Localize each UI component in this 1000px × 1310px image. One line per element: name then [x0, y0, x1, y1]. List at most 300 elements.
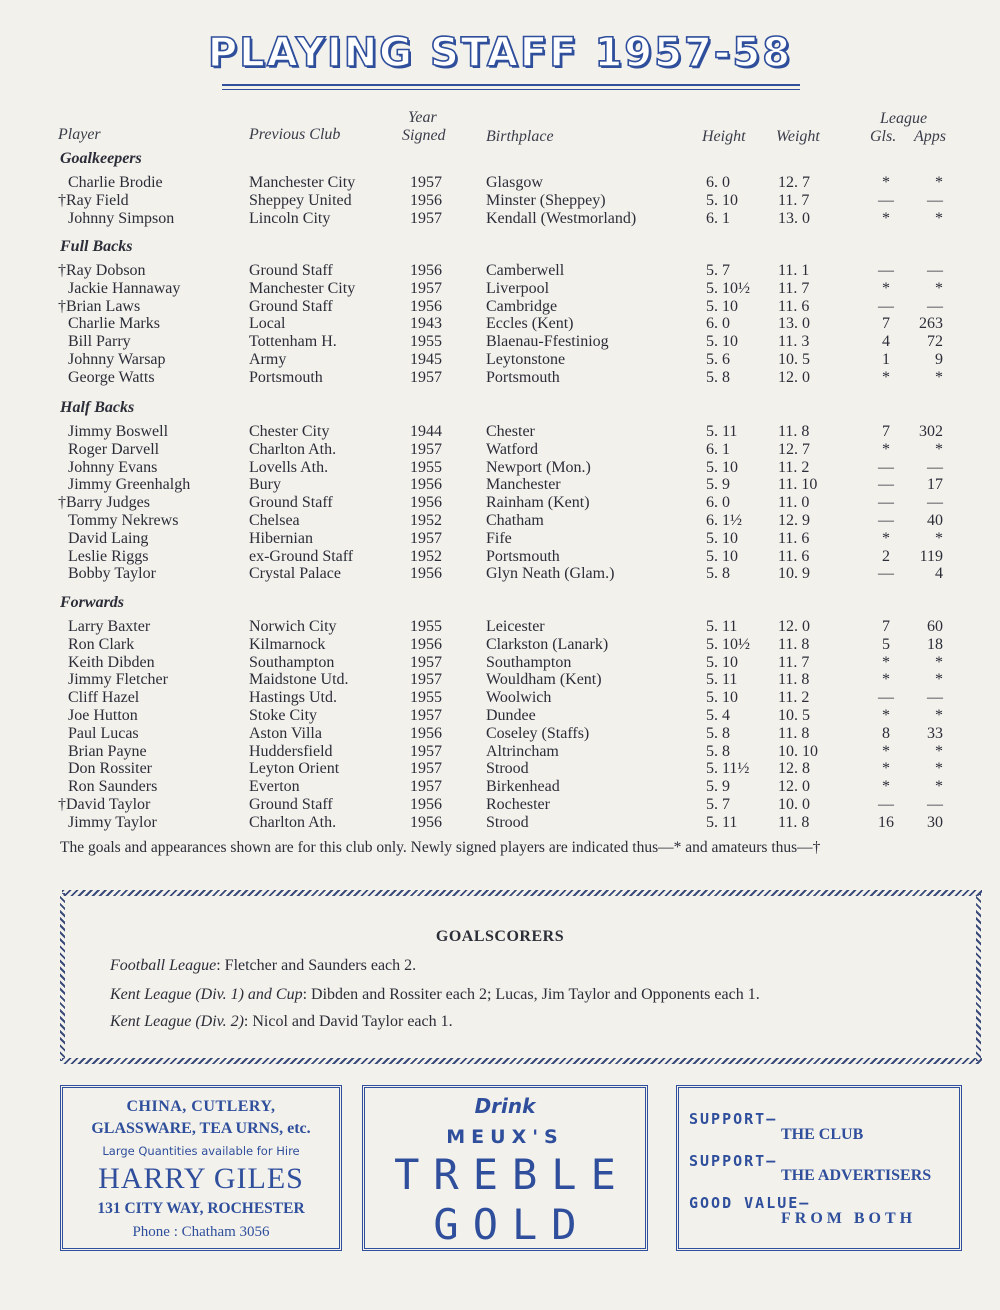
- year-signed: 1956: [410, 262, 442, 279]
- ad-giles-name: HARRY GILES: [98, 1162, 304, 1195]
- player-name: †Ray Dobson: [58, 262, 146, 279]
- previous-club: Hastings Utd.: [249, 689, 337, 707]
- section-heading: Forwards: [60, 594, 125, 611]
- height: 5. 9: [706, 476, 730, 494]
- player-name: Jimmy Greenhalgh: [68, 476, 191, 494]
- header-weight: Weight: [776, 128, 820, 145]
- birthplace: Leytonstone: [486, 351, 566, 368]
- year-signed: 1956: [410, 191, 442, 209]
- previous-club: Ground Staff: [249, 297, 333, 315]
- league-goals: 5: [882, 635, 890, 653]
- previous-club: Norwich City: [249, 618, 337, 635]
- ad-meux-brand: MEUX'S: [446, 1126, 564, 1148]
- height: 5. 8: [706, 368, 730, 386]
- height: 6. 1: [706, 440, 730, 458]
- birthplace: Dundee: [486, 707, 536, 724]
- previous-club: Ground Staff: [249, 796, 333, 813]
- league-goals: —: [878, 512, 894, 529]
- weight: 13. 0: [778, 315, 810, 333]
- year-signed: 1956: [410, 297, 442, 315]
- goalscorers-line: [110, 1013, 453, 1031]
- year-signed: 1957: [410, 653, 442, 671]
- ad-giles-line2: GLASSWARE, TEA URNS, etc.: [91, 1120, 311, 1137]
- league-goals: *: [882, 742, 890, 760]
- weight: 10. 0: [778, 796, 810, 813]
- league-apps: 263: [919, 315, 943, 333]
- previous-club: Leyton Orient: [249, 760, 340, 778]
- player-name: Paul Lucas: [68, 724, 139, 742]
- weight: 11. 1: [778, 262, 810, 279]
- year-signed: 1955: [410, 689, 442, 707]
- player-name: †Barry Judges: [58, 494, 150, 512]
- goalscorers-text: : Dibden and Rossiter each 2; Lucas, Jim Taylor and Opponents each 1.: [302, 986, 760, 1003]
- previous-club: Army: [249, 351, 287, 368]
- table-row: [0, 565, 1000, 583]
- border-right: [976, 893, 981, 1061]
- previous-club: Ground Staff: [249, 262, 333, 279]
- year-signed: 1956: [410, 476, 442, 494]
- league-apps: —: [927, 297, 943, 315]
- player-name: Charlie Brodie: [68, 174, 163, 191]
- league-apps: 9: [935, 351, 943, 368]
- previous-club: Huddersfield: [249, 742, 333, 760]
- player-name: Leslie Riggs: [68, 547, 149, 565]
- table-row: [0, 778, 1000, 796]
- player-name: Charlie Marks: [68, 315, 160, 333]
- year-signed: 1943: [410, 315, 442, 333]
- weight: 12. 0: [778, 368, 810, 386]
- weight: 11. 2: [778, 458, 810, 476]
- year-signed: 1956: [410, 635, 442, 653]
- height: 5. 8: [706, 565, 730, 583]
- league-goals: —: [878, 565, 894, 583]
- birthplace: Newport (Mon.): [486, 458, 591, 476]
- height: 5. 8: [706, 742, 730, 760]
- league-apps: 60: [927, 618, 943, 635]
- league-goals: —: [878, 796, 894, 813]
- player-name: Jimmy Fletcher: [68, 671, 168, 689]
- league-goals: —: [878, 689, 894, 707]
- year-signed: 1956: [410, 494, 442, 512]
- previous-club: Maidstone Utd.: [249, 671, 349, 689]
- league-apps: —: [927, 494, 943, 512]
- league-goals: 4: [882, 333, 890, 351]
- height: 6. 1: [706, 209, 730, 227]
- weight: 10. 5: [778, 351, 810, 368]
- league-apps: 18: [927, 635, 943, 653]
- birthplace: Birkenhead: [486, 778, 560, 796]
- weight: 12. 9: [778, 512, 810, 529]
- birthplace: Glyn Neath (Glam.): [486, 565, 615, 583]
- league-apps: *: [935, 279, 943, 297]
- goalscorers-line: [110, 986, 760, 1004]
- league-apps: 302: [919, 423, 943, 440]
- birthplace: Kendall (Westmorland): [486, 209, 637, 227]
- section-heading: Goalkeepers: [60, 150, 142, 167]
- league-apps: *: [935, 174, 943, 191]
- player-name: Johnny Evans: [68, 458, 158, 476]
- weight: 10. 9: [778, 565, 810, 583]
- player-name: Bill Parry: [68, 333, 131, 351]
- player-name: †Ray Field: [58, 191, 129, 209]
- league-goals: *: [882, 671, 890, 689]
- birthplace: Portsmouth: [486, 547, 560, 565]
- league-apps: —: [927, 191, 943, 209]
- player-name: Cliff Hazel: [68, 689, 140, 707]
- height: 6. 0: [706, 315, 730, 333]
- league-goals: *: [882, 279, 890, 297]
- weight: 11. 8: [778, 724, 810, 742]
- birthplace: Rainham (Kent): [486, 494, 590, 512]
- table-row: [0, 174, 1000, 192]
- birthplace: Clarkston (Lanark): [486, 635, 609, 653]
- weight: 11. 8: [778, 423, 810, 440]
- league-apps: *: [935, 760, 943, 778]
- height: 5. 10: [706, 458, 738, 476]
- table-row: [0, 760, 1000, 778]
- table-row: [0, 689, 1000, 707]
- previous-club: Bury: [249, 476, 281, 494]
- previous-club: Stoke City: [249, 707, 318, 724]
- height: 5. 7: [706, 262, 730, 279]
- height: 6. 1½: [706, 512, 742, 529]
- table-row: [0, 298, 1000, 316]
- player-name: Larry Baxter: [68, 618, 151, 635]
- league-apps: —: [927, 262, 943, 279]
- year-signed: 1955: [410, 618, 442, 635]
- previous-club: Portsmouth: [249, 368, 323, 386]
- birthplace: Rochester: [486, 796, 550, 813]
- ad-harry-giles: [60, 1085, 342, 1251]
- table-row: [0, 814, 1000, 832]
- height: 5. 10½: [706, 635, 750, 653]
- year-signed: 1957: [410, 671, 442, 689]
- weight: 11. 8: [778, 635, 810, 653]
- goalscorers-label: Kent League (Div. 1) and Cup: [110, 986, 303, 1003]
- table-row: [0, 280, 1000, 298]
- league-goals: *: [882, 760, 890, 778]
- league-apps: 4: [935, 565, 943, 583]
- previous-club: Aston Villa: [249, 724, 322, 742]
- weight: 11. 3: [778, 333, 810, 351]
- height: 5. 11: [706, 671, 738, 689]
- table-row: [0, 476, 1000, 494]
- birthplace: Wouldham (Kent): [486, 671, 602, 689]
- weight: 11. 6: [778, 297, 810, 315]
- league-apps: 30: [927, 813, 943, 831]
- league-goals: —: [878, 494, 894, 512]
- league-goals: *: [882, 529, 890, 547]
- year-signed: 1956: [410, 813, 442, 831]
- title-underline-thin: [222, 89, 800, 90]
- previous-club: Chelsea: [249, 512, 300, 529]
- player-name: Roger Darvell: [68, 440, 160, 458]
- league-goals: 7: [882, 315, 890, 333]
- year-signed: 1944: [410, 423, 442, 440]
- league-goals: 8: [882, 724, 890, 742]
- year-signed: 1957: [410, 529, 442, 547]
- year-signed: 1957: [410, 707, 442, 724]
- table-row: [0, 351, 1000, 369]
- goalscorers-text: : Fletcher and Saunders each 2.: [216, 957, 417, 974]
- year-signed: 1952: [410, 512, 442, 529]
- previous-club: Ground Staff: [249, 494, 333, 512]
- height: 5. 9: [706, 778, 730, 796]
- weight: 11. 8: [778, 671, 810, 689]
- birthplace: Southampton: [486, 653, 572, 671]
- table-row: [0, 369, 1000, 387]
- league-goals: 7: [882, 618, 890, 635]
- league-apps: 40: [927, 512, 943, 529]
- birthplace: Leicester: [486, 618, 545, 635]
- table-row: [0, 618, 1000, 636]
- league-apps: *: [935, 671, 943, 689]
- header-previous-club: Previous Club: [249, 126, 341, 143]
- year-signed: 1957: [410, 778, 442, 796]
- year-signed: 1956: [410, 796, 442, 813]
- table-row: [0, 315, 1000, 333]
- previous-club: ex-Ground Staff: [249, 547, 354, 565]
- table-row: [0, 796, 1000, 814]
- league-apps: —: [927, 689, 943, 707]
- league-goals: *: [882, 209, 890, 227]
- year-signed: 1957: [410, 760, 442, 778]
- previous-club: Everton: [249, 778, 300, 796]
- previous-club: Lincoln City: [249, 209, 331, 227]
- ad-meux-product1: TREBLE: [394, 1150, 630, 1199]
- weight: 11. 8: [778, 813, 810, 831]
- year-signed: 1957: [410, 368, 442, 386]
- year-signed: 1955: [410, 333, 442, 351]
- table-row: [0, 459, 1000, 477]
- weight: 12. 7: [778, 174, 810, 191]
- league-goals: 1: [882, 351, 890, 368]
- table-row: [0, 671, 1000, 689]
- previous-club: Local: [249, 315, 286, 333]
- league-goals: *: [882, 653, 890, 671]
- header-apps: Apps: [914, 128, 946, 145]
- player-name: Tommy Nekrews: [68, 512, 179, 529]
- table-row: [0, 210, 1000, 228]
- header-height: Height: [702, 128, 746, 145]
- height: 5. 11: [706, 423, 738, 440]
- player-name: Jimmy Boswell: [68, 423, 169, 440]
- weight: 10. 10: [778, 742, 818, 760]
- birthplace: Manchester: [486, 476, 561, 494]
- header-league: League: [880, 110, 928, 127]
- ad-support-b3: FROM BOTH: [781, 1210, 917, 1227]
- table-row: [0, 725, 1000, 743]
- previous-club: Charlton Ath.: [249, 813, 337, 831]
- player-name: Jimmy Taylor: [68, 813, 157, 831]
- height: 5. 8: [706, 724, 730, 742]
- table-row: [0, 333, 1000, 351]
- previous-club: Manchester City: [249, 279, 356, 297]
- ad-support-s3: GOOD VALUE—: [689, 1194, 811, 1212]
- ad-giles-phone: Phone : Chatham 3056: [132, 1224, 270, 1240]
- height: 5. 10: [706, 191, 738, 209]
- ad-giles-line1: CHINA, CUTLERY,: [126, 1098, 276, 1115]
- birthplace: Eccles (Kent): [486, 315, 574, 333]
- height: 5. 11: [706, 813, 738, 831]
- previous-club: Hibernian: [249, 529, 313, 547]
- league-goals: *: [882, 440, 890, 458]
- player-name: Jackie Hannaway: [68, 279, 181, 297]
- player-name: Keith Dibden: [68, 653, 155, 671]
- weight: 13. 0: [778, 209, 810, 227]
- league-apps: 33: [927, 724, 943, 742]
- previous-club: Lovells Ath.: [249, 458, 329, 476]
- league-apps: *: [935, 529, 943, 547]
- player-name: Bobby Taylor: [68, 565, 156, 583]
- weight: 11. 7: [778, 191, 810, 209]
- year-signed: 1957: [410, 209, 442, 227]
- league-apps: —: [927, 796, 943, 813]
- ad-support-b1: THE CLUB: [781, 1126, 864, 1143]
- previous-club: Charlton Ath.: [249, 440, 337, 458]
- ad-meux-drink: Drink: [474, 1094, 536, 1118]
- weight: 11. 6: [778, 529, 810, 547]
- birthplace: Liverpool: [486, 279, 550, 297]
- birthplace: Chatham: [486, 512, 544, 529]
- weight: 11. 7: [778, 653, 810, 671]
- table-row: [0, 636, 1000, 654]
- league-apps: —: [927, 458, 943, 476]
- previous-club: Southampton: [249, 653, 335, 671]
- league-apps: 72: [927, 333, 943, 351]
- birthplace: Coseley (Staffs): [486, 724, 590, 742]
- section-heading: Half Backs: [60, 399, 135, 416]
- header-player: Player: [58, 126, 101, 143]
- header-year: Year: [408, 109, 437, 126]
- height: 5. 6: [706, 351, 730, 368]
- league-goals: *: [882, 707, 890, 724]
- league-goals: 2: [882, 547, 890, 565]
- height: 5. 11½: [706, 760, 750, 778]
- title-underline: [222, 84, 800, 86]
- birthplace: Minster (Sheppey): [486, 191, 606, 209]
- header-goals: Gls.: [870, 128, 897, 145]
- league-apps: *: [935, 209, 943, 227]
- height: 5. 10: [706, 653, 738, 671]
- table-row: [0, 512, 1000, 530]
- previous-club: Sheppey United: [249, 191, 352, 209]
- year-signed: 1957: [410, 742, 442, 760]
- goalscorers-title: GOALSCORERS: [435, 928, 565, 945]
- year-signed: 1955: [410, 458, 442, 476]
- birthplace: Glasgow: [486, 174, 543, 191]
- player-name: Brian Payne: [68, 742, 147, 760]
- birthplace: Altrincham: [486, 742, 559, 760]
- previous-club: Crystal Palace: [249, 565, 341, 583]
- header-signed: Signed: [402, 127, 446, 144]
- goalscorers-label: Football League: [110, 957, 217, 974]
- league-apps: *: [935, 707, 943, 724]
- height: 5. 10: [706, 547, 738, 565]
- border-left: [60, 893, 65, 1061]
- height: 5. 11: [706, 618, 738, 635]
- year-signed: 1957: [410, 440, 442, 458]
- birthplace: Cambridge: [486, 297, 558, 315]
- header-birthplace: Birthplace: [486, 128, 554, 145]
- birthplace: Woolwich: [486, 689, 552, 707]
- player-name: Joe Hutton: [68, 707, 138, 724]
- weight: 12. 7: [778, 440, 810, 458]
- weight: 12. 8: [778, 760, 810, 778]
- height: 5. 10½: [706, 279, 750, 297]
- league-goals: 16: [878, 813, 894, 831]
- year-signed: 1956: [410, 565, 442, 583]
- table-row: [0, 743, 1000, 761]
- border-top: [62, 890, 982, 896]
- table-row: [0, 441, 1000, 459]
- previous-club: Manchester City: [249, 174, 356, 191]
- league-goals: —: [878, 458, 894, 476]
- height: 5. 10: [706, 689, 738, 707]
- year-signed: 1957: [410, 279, 442, 297]
- height: 5. 4: [706, 707, 730, 724]
- birthplace: Chester: [486, 423, 535, 440]
- year-signed: 1952: [410, 547, 442, 565]
- table-row: [0, 530, 1000, 548]
- player-name: Ron Saunders: [68, 778, 158, 796]
- border-bottom: [62, 1058, 982, 1064]
- birthplace: Strood: [486, 760, 529, 778]
- footnote: The goals and appearances shown are for this club only. Newly signed players are indicated thus—* and amateurs thus—†: [60, 839, 821, 856]
- year-signed: 1957: [410, 174, 442, 191]
- height: 5. 10: [706, 529, 738, 547]
- ad-support-b2: THE ADVERTISERS: [781, 1167, 932, 1184]
- player-name: †David Taylor: [58, 796, 151, 813]
- birthplace: Portsmouth: [486, 368, 560, 386]
- ad-support-s1: SUPPORT—: [689, 1110, 778, 1128]
- player-name: †Brian Laws: [58, 297, 141, 315]
- height: 6. 0: [706, 174, 730, 191]
- table-row: [0, 494, 1000, 512]
- league-goals: —: [878, 476, 894, 494]
- league-apps: *: [935, 368, 943, 386]
- weight: 12. 0: [778, 778, 810, 796]
- weight: 11. 6: [778, 547, 810, 565]
- player-name: Don Rossiter: [68, 760, 152, 778]
- player-name: David Laing: [68, 529, 149, 547]
- league-apps: 17: [927, 476, 943, 494]
- previous-club: Tottenham H.: [249, 333, 337, 351]
- table-row: [0, 192, 1000, 210]
- player-name: Johnny Simpson: [68, 209, 175, 227]
- year-signed: 1956: [410, 724, 442, 742]
- league-goals: —: [878, 297, 894, 315]
- table-row: [0, 707, 1000, 725]
- league-apps: *: [935, 653, 943, 671]
- previous-club: Kilmarnock: [249, 635, 326, 653]
- birthplace: Blaenau-Ffestiniog: [486, 333, 609, 351]
- height: 5. 7: [706, 796, 730, 813]
- height: 6. 0: [706, 494, 730, 512]
- ad-giles-address: 131 CITY WAY, ROCHESTER: [97, 1200, 305, 1217]
- birthplace: Watford: [486, 440, 539, 458]
- goalscorers-text: : Nicol and David Taylor each 1.: [243, 1013, 453, 1030]
- ad-support: [676, 1085, 962, 1251]
- height: 5. 10: [706, 333, 738, 351]
- player-name: George Watts: [68, 368, 155, 386]
- ad-meux-product2: GOLD: [433, 1200, 591, 1249]
- weight: 10. 5: [778, 707, 810, 724]
- height: 5. 10: [706, 297, 738, 315]
- goalscorers-label: Kent League (Div. 2): [110, 1013, 244, 1030]
- table-row: [0, 423, 1000, 441]
- league-apps: 119: [919, 547, 943, 565]
